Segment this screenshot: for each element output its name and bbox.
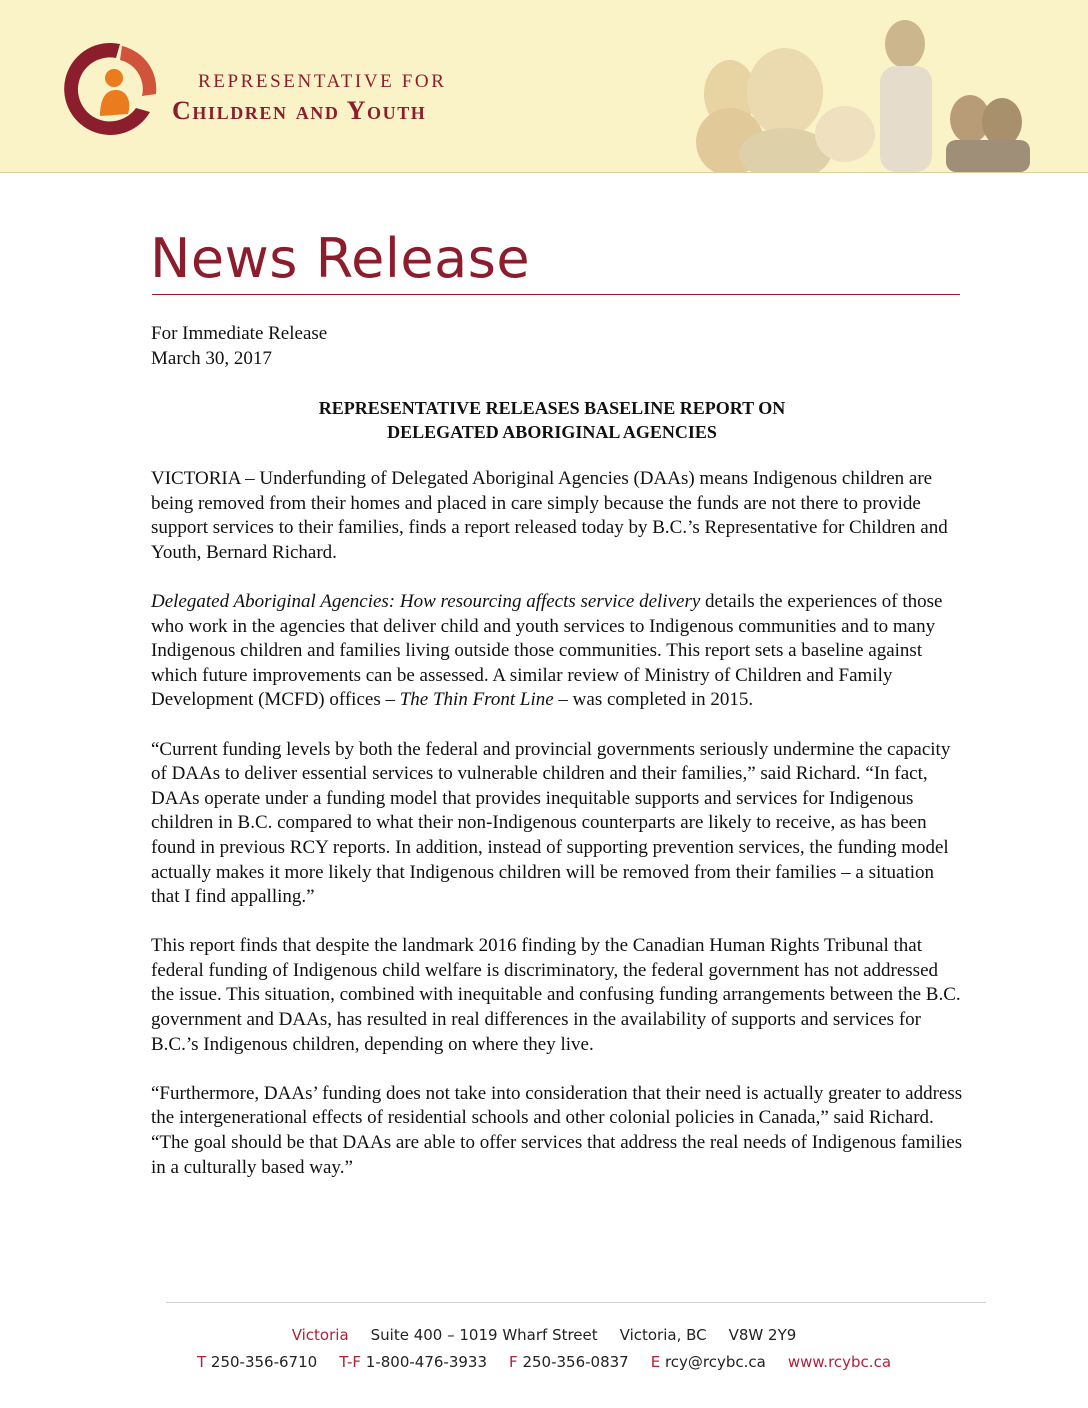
page-title: News Release: [150, 227, 531, 290]
fax-number: 250-356-0837: [522, 1353, 629, 1371]
paragraph-2: [151, 590, 963, 713]
children-photo-collage: [690, 14, 1030, 172]
release-meta: [151, 321, 327, 371]
email-label: E: [650, 1353, 661, 1371]
report-title-2: The Thin Front Line: [399, 689, 554, 711]
headline-line2: DELEGATED ABORIGINAL AGENCIES: [387, 422, 717, 442]
paragraph-3: “Current funding levels by both the federal and provincial governments seriously undermine the capacity of DAAs to deliver essential services to vulnerable children and their families,” said Richard. “In fact, DAAs operate under a funding model that provides inequitable supports and services for Indigenous children in B.C. compared to what their non-Indigenous counterparts are likely to receive, as has been found in previous RCY reports. In addition, instead of supporting prevention services, the funding model actually makes it more likely that Indigenous children will be removed from their families – a situation that I find appalling.”: [151, 738, 951, 908]
title-divider: [152, 294, 960, 295]
release-date: March 30, 2017: [151, 348, 272, 369]
paragraph-1: VICTORIA – Underfunding of Delegated Aboriginal Agencies (DAAs) means Indigenous children are being removed from their homes and placed in care simply because the funds are not there to provide support services to their families, finds a report released today by B.C.’s Representative for Children and Youth, Bernard Richard.: [151, 468, 948, 563]
footer-street: Suite 400 – 1019 Wharf Street: [370, 1326, 598, 1344]
email-link[interactable]: rcy@rcybc.ca: [664, 1353, 766, 1371]
org-name-line2: Children and Youth: [172, 96, 427, 125]
release-body: [151, 467, 963, 1205]
website-link[interactable]: www.rcybc.ca: [787, 1353, 892, 1371]
headline-line1: REPRESENTATIVE RELEASES BASELINE REPORT ON: [318, 398, 786, 418]
footer-city-province: Victoria, BC: [619, 1326, 707, 1344]
phone-number: 250-356-6710: [210, 1353, 318, 1371]
footer-contacts: [0, 1353, 1088, 1371]
report-title: Delegated Aboriginal Agencies: How resourcing affects service delivery: [151, 590, 701, 612]
footer-postal-code: V8W 2Y9: [728, 1326, 797, 1344]
fax-label: F: [509, 1353, 518, 1371]
footer-city: Victoria: [291, 1326, 349, 1344]
tollfree-label: T-F: [339, 1353, 362, 1371]
rcy-logo-icon: [62, 38, 158, 142]
release-label: For Immediate Release: [151, 323, 328, 344]
tollfree-number: 1-800-476-3933: [365, 1353, 488, 1371]
paragraph-2-text2: – was completed in 2015.: [553, 689, 754, 711]
paragraph-5: “Furthermore, DAAs’ funding does not take into consideration that their need is actually greater to address the intergenerational effects of residential schools and other colonial policies in Canada,” said Richard. “The goal should be that DAAs are able to offer services that address the real needs of Indigenous families in a culturally based way.”: [151, 1082, 963, 1178]
footer-address: [0, 1326, 1088, 1344]
paragraph-4: This report finds that despite the landmark 2016 finding by the Canadian Human Rights Tribunal that federal funding of Indigenous child welfare is discriminatory, the federal government has not addressed the issue. This situation, combined with inequitable and confusing funding arrangements between the B.C. government and DAAs, has resulted in real differences in the availability of supports and services for B.C.’s Indigenous children, depending on where they live.: [151, 935, 961, 1055]
header-banner: [0, 0, 1088, 173]
phone-label: T: [196, 1353, 207, 1371]
footer-divider: [166, 1302, 986, 1303]
paragraph-2-text1: details the experiences of those who work in the agencies that deliver child and youth services to Indigenous communities and to many Indigenous children and families living outside those communities. This report sets a baseline against which future improvements can be assessed. A similar review of Ministry of Children and Family Development (MCFD) offices –: [151, 590, 943, 711]
org-name-line1: REPRESENTATIVE FOR: [198, 71, 447, 92]
headline: [151, 396, 953, 444]
